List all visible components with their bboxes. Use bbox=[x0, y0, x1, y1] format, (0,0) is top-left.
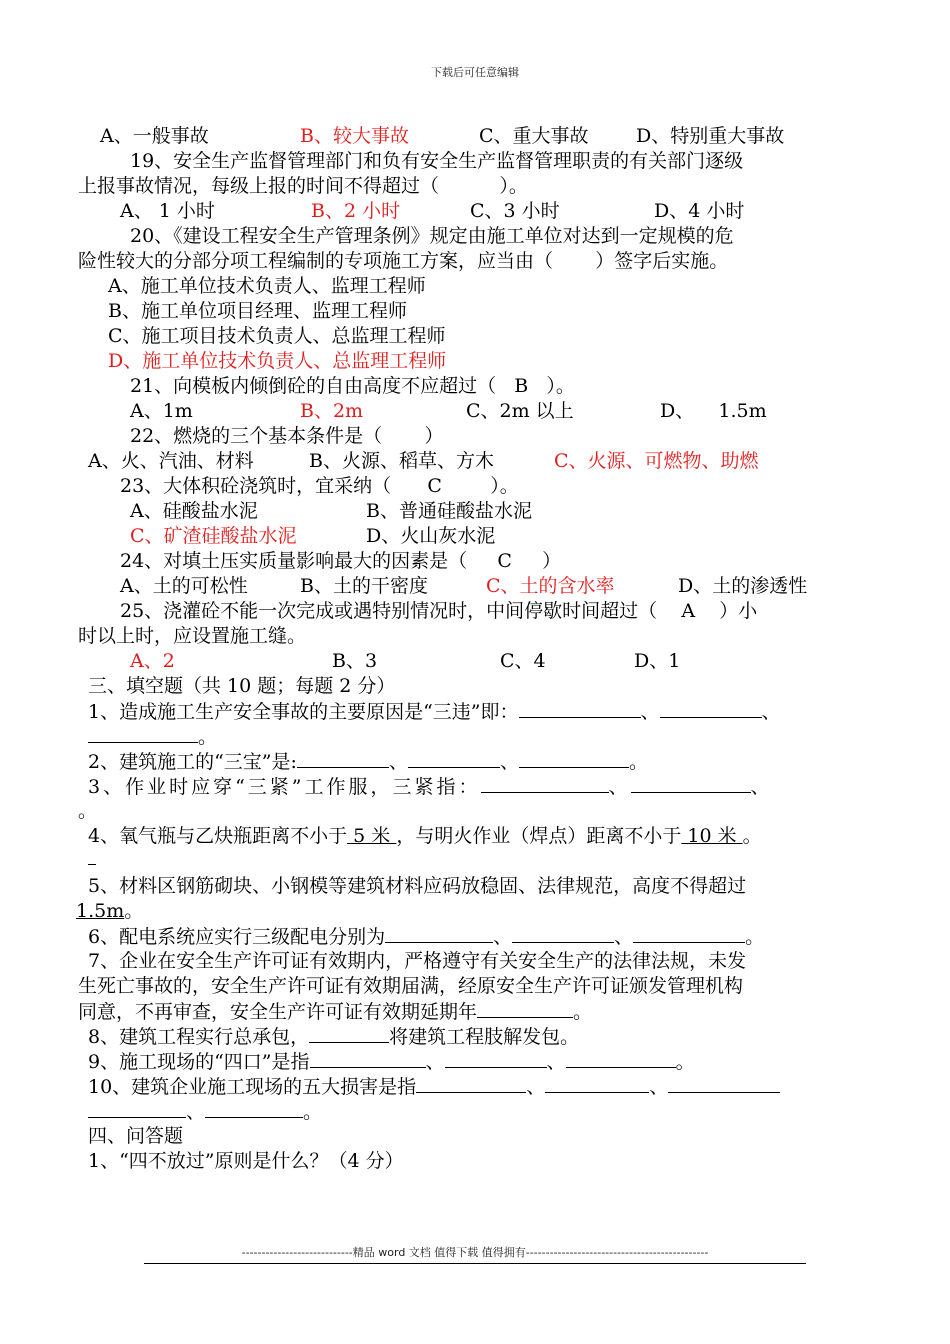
q18-option-d: D、特别重大事故 bbox=[636, 125, 785, 147]
qa1-text: 1、“四不放过”原则是什么？（4 分） bbox=[88, 1150, 404, 1172]
q22-text: 22、燃烧的三个基本条件是（ ） bbox=[130, 425, 444, 447]
fill7-blank[interactable] bbox=[477, 999, 573, 1018]
fill6-line bbox=[88, 924, 764, 949]
fill5-end: 。 bbox=[124, 900, 144, 922]
fill4-line bbox=[88, 824, 762, 848]
fill3-text: 3、作业时应穿“三紧”工作服，三紧指： bbox=[88, 776, 481, 798]
fill9-blank-2[interactable] bbox=[445, 1049, 547, 1068]
q19-option-d: D、4 小时 bbox=[654, 200, 745, 222]
q25-text-line2: 时以上时，应设置施工缝。 bbox=[78, 625, 307, 647]
fill2-blank-3[interactable] bbox=[519, 749, 629, 768]
q20-option-c: C、施工项目技术负责人、总监理工程师 bbox=[108, 325, 446, 347]
fill1-sep: 、 bbox=[640, 701, 660, 723]
fill1-end: 。 bbox=[198, 726, 218, 748]
footer-divider bbox=[144, 1263, 806, 1264]
fill3-blank-1[interactable] bbox=[481, 774, 609, 793]
fill10-sep: 、 bbox=[186, 1101, 206, 1123]
fill10-blank-3[interactable] bbox=[668, 1074, 780, 1093]
fill2-sep: 、 bbox=[388, 751, 408, 773]
fill9-sep: 、 bbox=[425, 1051, 445, 1073]
fill6-sep: 、 bbox=[493, 926, 513, 948]
q25-option-a-answer: A、2 bbox=[130, 650, 175, 672]
fill6-blank-1[interactable] bbox=[385, 924, 493, 943]
q20-option-b: B、施工单位项目经理、监理工程师 bbox=[108, 300, 407, 322]
fill1-line2 bbox=[88, 724, 217, 749]
fill10-end: 。 bbox=[303, 1101, 323, 1123]
fill7-text: 同意，不再审查，安全生产许可证有效期延期年 bbox=[78, 1001, 478, 1023]
q19-text-line2: 上报事故情况，每级上报的时间不得超过（ ）。 bbox=[78, 175, 528, 197]
q25-option-d: D、1 bbox=[634, 650, 681, 672]
fill10-blank-4[interactable] bbox=[88, 1099, 186, 1118]
fill9-sep: 、 bbox=[546, 1051, 566, 1073]
fill4-underline-stub bbox=[88, 864, 96, 865]
fill2-sep: 、 bbox=[499, 751, 519, 773]
fill4-mid: ，与明火作业（焊点）距离不小于 bbox=[396, 825, 682, 847]
fill6-sep: 、 bbox=[614, 926, 634, 948]
q21-text: 21、向模板内倾倒砼的自由高度不应超过（ B ）。 bbox=[130, 375, 575, 397]
fill2-blank-2[interactable] bbox=[408, 749, 500, 768]
fill2-line bbox=[88, 749, 648, 774]
fill3-sep: 、 bbox=[608, 776, 631, 798]
fill1-text: 1、造成施工生产安全事故的主要原因是“三违”即： bbox=[88, 701, 519, 723]
fill8-post: 将建筑工程肢解发包。 bbox=[389, 1026, 580, 1048]
fill8-line bbox=[88, 1024, 579, 1049]
fill6-blank-2[interactable] bbox=[512, 924, 614, 943]
fill1-blank-2[interactable] bbox=[660, 699, 762, 718]
fill1-sep: 、 bbox=[761, 701, 781, 723]
fill2-blank-1[interactable] bbox=[297, 749, 389, 768]
q21-option-c: C、2m 以上 bbox=[466, 400, 574, 422]
fill5-text: 5、材料区钢筋砌块、小钢模等建筑材料应码放稳固、法律规范，高度不得超过 bbox=[88, 875, 747, 897]
fill7-line1: 7、企业在安全生产许可证有效期内，严格遵守有关安全生产的法律法规，未发 bbox=[88, 950, 747, 972]
fill10-blank-2[interactable] bbox=[545, 1074, 649, 1093]
q22-option-a: A、火、汽油、材料 bbox=[88, 450, 254, 472]
fill7-line2: 生死亡事故的，安全生产许可证有效期届满，经原安全生产许可证颁发管理机构 bbox=[78, 975, 744, 997]
fill7-end: 。 bbox=[573, 1001, 593, 1023]
q24-option-d: D、土的渗透性 bbox=[678, 575, 808, 597]
fill7-line3 bbox=[78, 999, 592, 1024]
q24-option-a: A、土的可松性 bbox=[120, 575, 248, 597]
q21-option-a: A、1m bbox=[130, 400, 193, 422]
q24-text: 24、对填土压实质量影响最大的因素是（ C ） bbox=[120, 550, 562, 572]
q25-option-c: C、4 bbox=[500, 650, 546, 672]
section3-title: 三、填空题（共 10 题；每题 2 分） bbox=[88, 675, 396, 697]
fill3-sep: 、 bbox=[750, 776, 773, 798]
fill8-blank[interactable] bbox=[309, 1024, 389, 1043]
fill4-text: 4、氧气瓶与乙炔瓶距离不小于 bbox=[88, 825, 348, 847]
q22-option-b: B、火源、稻草、方木 bbox=[309, 450, 494, 472]
page-header: 下载后可任意编辑 bbox=[431, 66, 519, 79]
q24-option-b: B、土的干密度 bbox=[300, 575, 428, 597]
q20-text-line1: 20、《建设工程安全生产管理条例》规定由施工单位对达到一定规模的危 bbox=[130, 225, 734, 247]
fill9-blank-3[interactable] bbox=[566, 1049, 676, 1068]
fill3-end: 。 bbox=[78, 800, 98, 822]
fill6-end: 。 bbox=[745, 926, 765, 948]
q23-text: 23、大体积砼浇筑时，宜采纳（ C ）。 bbox=[120, 475, 519, 497]
q18-option-a: A、一般事故 bbox=[100, 125, 209, 147]
q20-text-line2: 险性较大的分部分项工程编制的专项施工方案，应当由（ ）签字后实施。 bbox=[78, 250, 729, 272]
fill4-value-2: 10 米 bbox=[681, 825, 743, 847]
fill2-end: 。 bbox=[628, 751, 648, 773]
fill10-blank-1[interactable] bbox=[416, 1074, 526, 1093]
q23-option-d: D、火山灰水泥 bbox=[366, 525, 496, 547]
fill10-text: 10、建筑企业施工现场的五大损害是指 bbox=[88, 1076, 417, 1098]
fill1-blank-3[interactable] bbox=[88, 724, 198, 743]
fill6-text: 6、配电系统应实行三级配电分别为 bbox=[88, 926, 386, 948]
q23-option-b: B、普通硅酸盐水泥 bbox=[366, 500, 532, 522]
fill10-sep: 、 bbox=[526, 1076, 546, 1098]
fill5-value: 1.5m bbox=[76, 900, 125, 922]
q18-option-c: C、重大事故 bbox=[479, 125, 589, 147]
page-footer: ----------------------------精品 word 文档 值得下载 值得拥有---------------------------------------------- bbox=[241, 1246, 709, 1259]
fill10-sep: 、 bbox=[649, 1076, 669, 1098]
fill1-blank-1[interactable] bbox=[519, 699, 641, 718]
fill10-line2 bbox=[88, 1099, 322, 1124]
q21-option-b-answer: B、2m bbox=[300, 400, 364, 422]
fill9-text: 9、施工现场的“四口”是指 bbox=[88, 1051, 310, 1073]
q25-text-line1: 25、浇灌砼不能一次完成或遇特别情况时，中间停歇时间超过（ A ）小 bbox=[120, 600, 758, 622]
fill6-blank-3[interactable] bbox=[633, 924, 745, 943]
fill8-pre: 8、建筑工程实行总承包， bbox=[88, 1026, 310, 1048]
fill10-line bbox=[88, 1074, 780, 1099]
q20-option-a: A、施工单位技术负责人、监理工程师 bbox=[108, 275, 426, 297]
fill4-value-1: 5 米 bbox=[347, 825, 397, 847]
fill9-end: 。 bbox=[675, 1051, 695, 1073]
fill3-blank-2[interactable] bbox=[631, 774, 751, 793]
fill9-line bbox=[88, 1049, 695, 1074]
fill10-blank-5[interactable] bbox=[205, 1099, 303, 1118]
q19-text-line1: 19、安全生产监督管理部门和负有安全生产监督管理职责的有关部门逐级 bbox=[130, 150, 744, 172]
fill2-text: 2、建筑施工的“三宝”是: bbox=[88, 751, 297, 773]
q21-option-d: D、 1.5m bbox=[660, 400, 767, 422]
q23-option-c-answer: C、矿渣硅酸盐水泥 bbox=[130, 525, 297, 547]
q25-option-b: B、3 bbox=[332, 650, 378, 672]
fill9-blank-1[interactable] bbox=[310, 1049, 426, 1068]
q19-option-c: C、3 小时 bbox=[470, 200, 560, 222]
fill4-end: 。 bbox=[742, 825, 762, 847]
q19-option-a: A、 1 小时 bbox=[120, 200, 215, 222]
fill3-line bbox=[88, 774, 773, 799]
q18-option-b-answer: B、较大事故 bbox=[300, 125, 409, 147]
fill1-line bbox=[88, 699, 781, 724]
fill5-line2 bbox=[76, 899, 143, 923]
q24-option-c-answer: C、土的含水率 bbox=[486, 575, 615, 597]
q20-option-d-answer: D、施工单位技术负责人、总监理工程师 bbox=[108, 350, 447, 372]
q22-option-c-answer: C、火源、可燃物、助燃 bbox=[554, 450, 759, 472]
q23-option-a: A、硅酸盐水泥 bbox=[130, 500, 258, 522]
section4-title: 四、问答题 bbox=[88, 1125, 184, 1147]
q19-option-b-answer: B、2 小时 bbox=[311, 200, 401, 222]
